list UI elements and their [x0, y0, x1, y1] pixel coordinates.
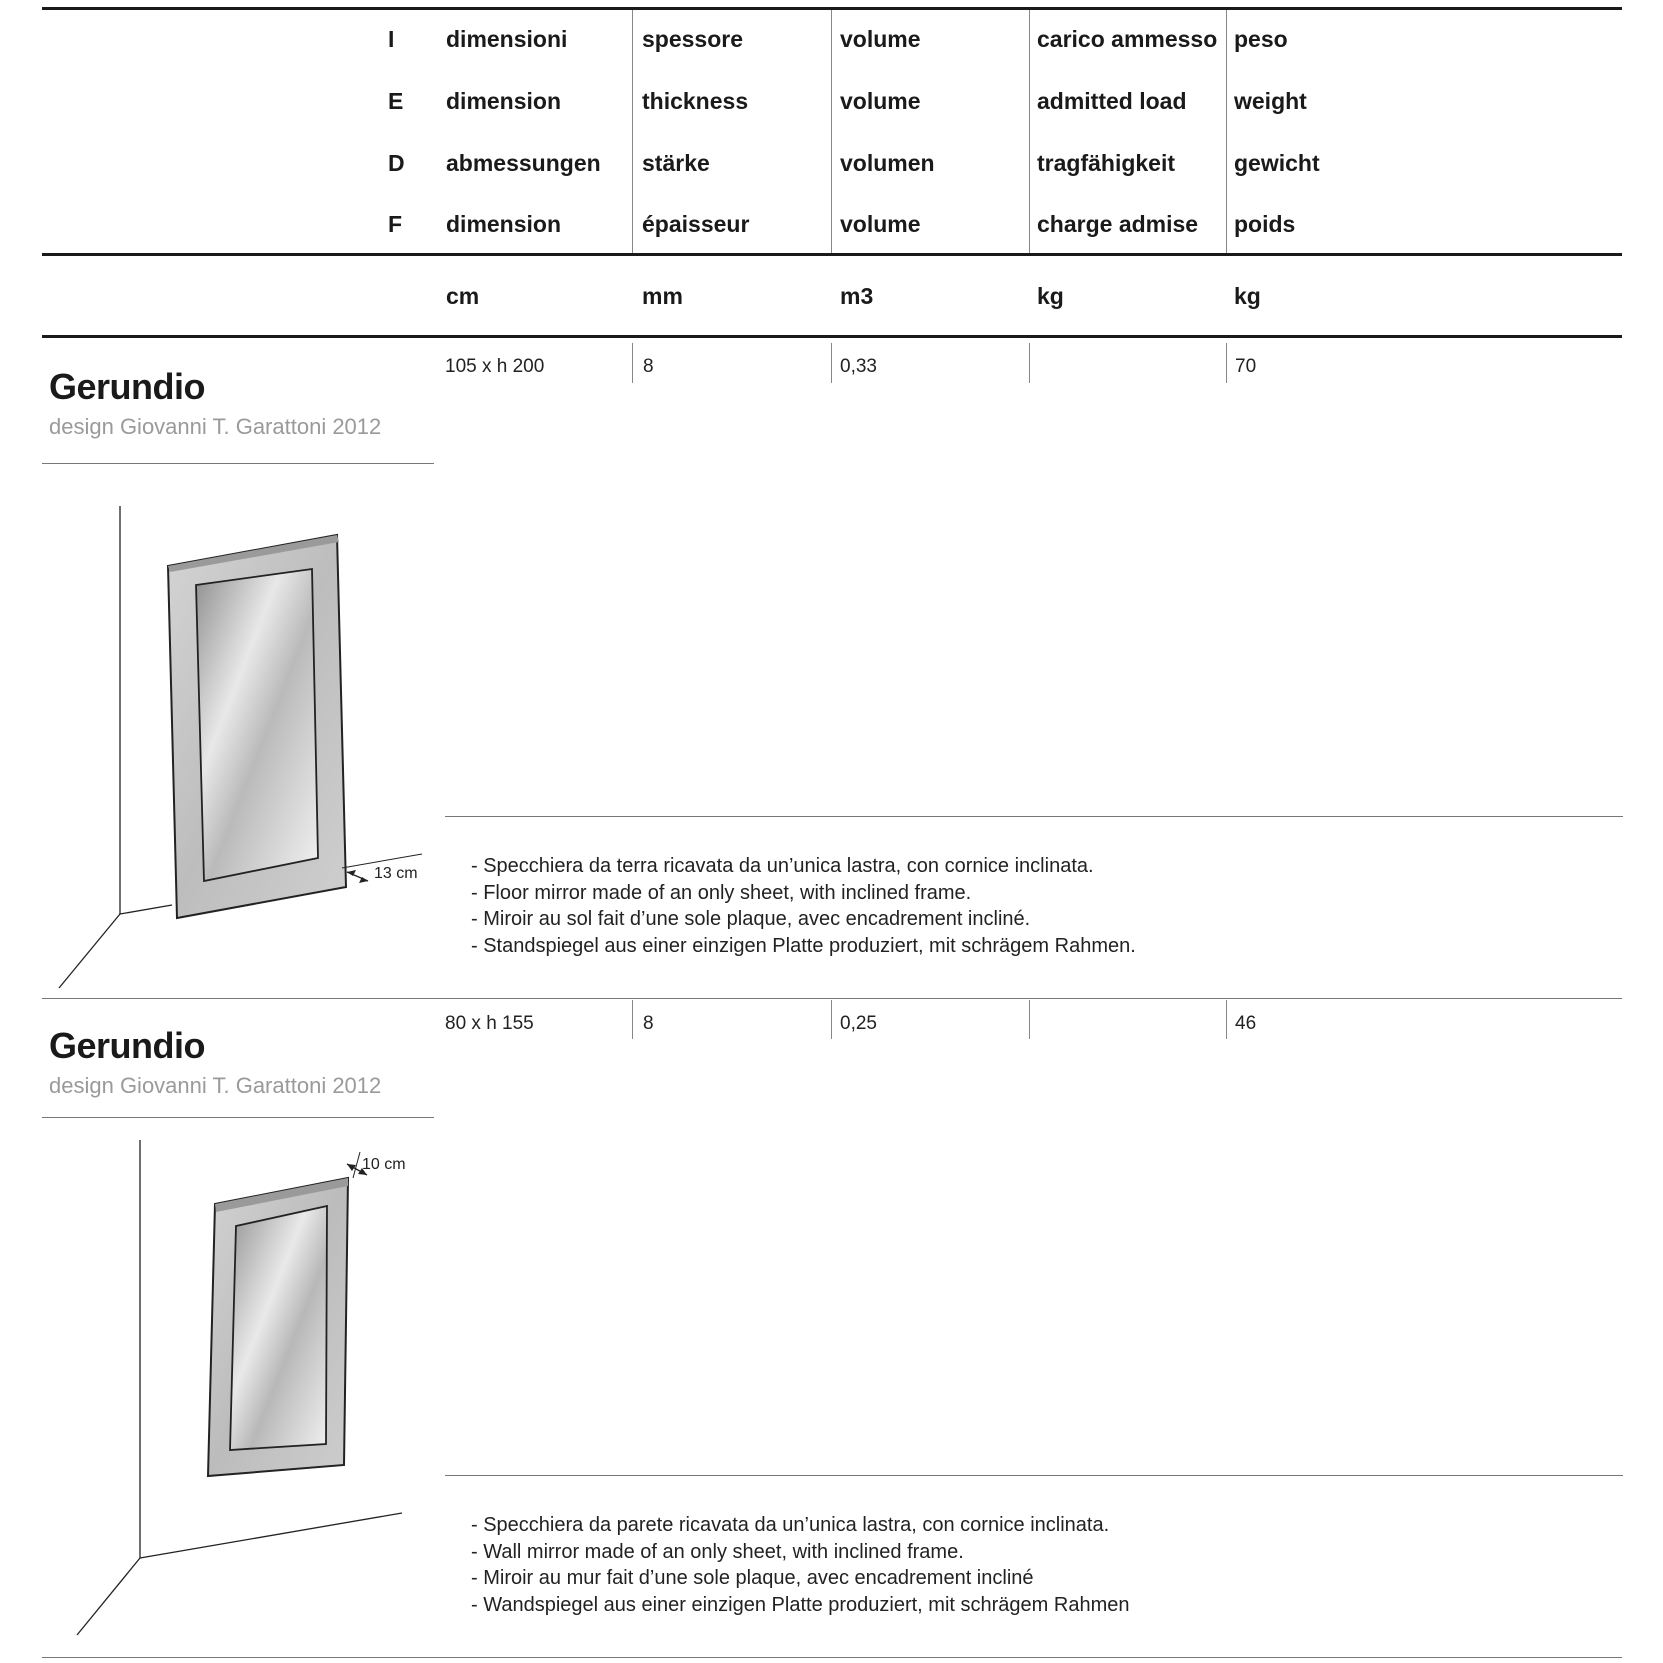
value-separator — [1226, 343, 1227, 383]
product-name-divider — [42, 1117, 434, 1118]
lang-code-en: E — [388, 88, 404, 114]
value-separator — [831, 1000, 832, 1039]
lang-code-it: I — [388, 26, 395, 52]
description-line-fr: - Miroir au mur fait d’une sole plaque, avec encadrement incliné — [471, 1567, 1034, 1589]
value-separator — [1029, 343, 1030, 383]
col-volume-it: volume — [840, 26, 921, 52]
col-volume-de: volumen — [840, 150, 935, 176]
description-line-it: - Specchiera da terra ricavata da un’unica lastra, con cornice inclinata. — [471, 855, 1094, 877]
value-thickness: 8 — [643, 356, 654, 377]
col-thickness-it: spessore — [642, 26, 744, 52]
col-weight-en: weight — [1234, 88, 1307, 114]
col-weight-it: peso — [1234, 26, 1288, 52]
col-load-en: admitted load — [1037, 88, 1187, 114]
product-description — [471, 1512, 1129, 1618]
bottom-rule — [42, 1657, 1622, 1658]
product-designer: design Giovanni T. Garattoni 2012 — [49, 414, 382, 439]
value-weight: 46 — [1235, 1013, 1257, 1034]
value-weight: 70 — [1235, 356, 1257, 377]
value-volume: 0,25 — [840, 1013, 877, 1034]
lang-code-fr: F — [388, 211, 403, 237]
header-separator — [632, 10, 633, 255]
col-dimensions-de: abmessungen — [446, 150, 601, 176]
col-dimensions-en: dimension — [446, 88, 562, 114]
lang-code-de: D — [388, 150, 405, 176]
value-thickness: 8 — [643, 1013, 654, 1034]
header-separator — [1029, 10, 1030, 255]
col-load-de: tragfähigkeit — [1037, 150, 1176, 176]
value-dimensions: 80 x h 155 — [445, 1013, 534, 1034]
col-weight-fr: poids — [1234, 211, 1296, 237]
col-thickness-de: stärke — [642, 150, 710, 176]
units-rule — [42, 335, 1622, 338]
floor-mirror-drawing — [50, 500, 430, 995]
product-name: Gerundio — [49, 366, 205, 407]
description-line-de: - Standspiegel aus einer einzigen Platte produziert, mit schrägem Rahmen. — [471, 934, 1136, 957]
value-separator — [1029, 1000, 1030, 1039]
col-thickness-en: thickness — [642, 88, 749, 114]
frame-depth-label: 13 cm — [374, 865, 418, 882]
frame-depth-label: 10 cm — [362, 1156, 406, 1173]
header-separator — [1226, 10, 1227, 255]
header-separator — [831, 10, 832, 255]
description-line-it: - Specchiera da parete ricavata da un’unica lastra, con cornice inclinata. — [471, 1514, 1110, 1536]
top-rule — [42, 7, 1622, 10]
unit-weight: kg — [1234, 283, 1261, 309]
description-divider — [445, 816, 1623, 817]
product-designer: design Giovanni T. Garattoni 2012 — [49, 1073, 382, 1098]
unit-load: kg — [1037, 283, 1064, 309]
unit-thickness: mm — [642, 283, 683, 309]
product-description — [471, 853, 1136, 959]
col-weight-de: gewicht — [1234, 150, 1320, 176]
col-volume-en: volume — [840, 88, 921, 114]
value-separator — [831, 343, 832, 383]
product-name: Gerundio — [49, 1025, 205, 1066]
product-name-divider — [42, 463, 434, 464]
value-dimensions: 105 x h 200 — [445, 356, 545, 377]
description-line-de: - Wandspiegel aus einer einzigen Platte produziert, mit schrägem Rahmen — [471, 1593, 1130, 1616]
description-divider — [445, 1475, 1623, 1476]
description-line-en: - Floor mirror made of an only sheet, with inclined frame. — [471, 881, 972, 904]
col-load-fr: charge admise — [1037, 211, 1199, 237]
description-line-fr: - Miroir au sol fait d’une sole plaque, avec encadrement incliné. — [471, 908, 1031, 930]
col-dimensions-fr: dimension — [446, 211, 562, 237]
product-separator — [42, 998, 1622, 999]
wall-mirror-drawing — [50, 1130, 430, 1640]
value-separator — [632, 1000, 633, 1039]
col-dimensions-it: dimensioni — [446, 26, 568, 52]
col-load-it: carico ammesso — [1037, 26, 1218, 52]
value-separator — [632, 343, 633, 383]
col-thickness-fr: épaisseur — [642, 211, 750, 237]
unit-volume: m3 — [840, 283, 874, 309]
col-volume-fr: volume — [840, 211, 921, 237]
value-volume: 0,33 — [840, 356, 877, 377]
description-line-en: - Wall mirror made of an only sheet, with inclined frame. — [471, 1540, 964, 1563]
value-separator — [1226, 1000, 1227, 1039]
unit-dimensions: cm — [446, 283, 480, 309]
header-rule — [42, 253, 1622, 256]
